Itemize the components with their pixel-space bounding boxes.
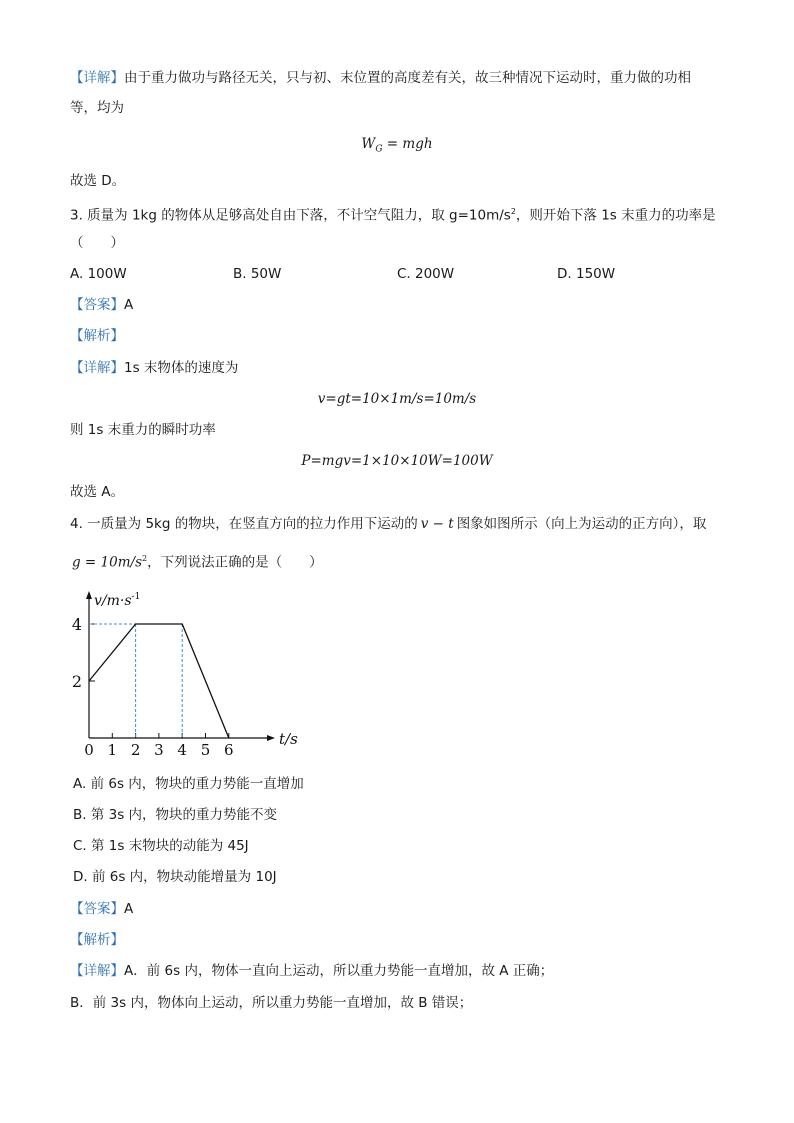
x-tick-label-3: 3	[154, 741, 164, 759]
detail-tag: 【详解】	[70, 70, 124, 86]
x-axis-label: t/s	[279, 730, 298, 748]
q4-analysis-tag: 【解析】	[70, 932, 124, 948]
prev-formula	[0, 134, 794, 160]
q3-stem-sup: 2	[510, 207, 516, 216]
q4-detail-line1	[70, 961, 553, 981]
prev-detail-line2: 等，均为	[70, 100, 124, 116]
q3-option-b: B. 50W	[233, 266, 282, 282]
answer-tag: 【答案】	[70, 901, 124, 917]
q4-stem-g: g = 10m/s	[72, 554, 142, 571]
prev-conclusion: 故选 D。	[70, 173, 126, 189]
prev-detail-text: 由于重力做功与路径无关，只与初、末位置的高度差有关，故三种情况下运动时，重力做的功相	[124, 70, 691, 86]
q3-stem-b: ，则开始下落 1s 末重力的功率是	[515, 207, 716, 224]
q4-stem-line1	[70, 514, 706, 534]
q3-answer	[70, 295, 133, 315]
x-tick-label-1: 1	[107, 741, 118, 759]
series-line-0	[89, 624, 229, 738]
y-axis-label	[94, 592, 140, 609]
x-tick-label-0: 0	[84, 741, 94, 759]
q4-stem-a: 4. 一质量为 5kg 的物块，在竖直方向的拉力作用下运动的	[70, 516, 418, 532]
answer-tag: 【答案】	[70, 297, 124, 313]
y-axis-arrow	[86, 591, 92, 599]
q3-detail-line1	[70, 358, 238, 378]
q3-stem-a: 3. 质量为 1kg 的物体从足够高处自由下落，不计空气阻力，取 g=10m/s	[70, 207, 511, 224]
q4-detail-a: A．前 6s 内，物体一直向上运动，所以重力势能一直增加，故 A 正确；	[124, 963, 554, 979]
prev-detail-line1	[70, 68, 691, 88]
x-tick-label-6: 6	[224, 741, 234, 759]
q4-answer-value: A	[124, 901, 134, 917]
q4-stem-vt: v − t	[420, 516, 454, 532]
q3-analysis-tag: 【解析】	[70, 328, 124, 344]
x-tick-label-2: 2	[130, 741, 141, 759]
q4-option-d: D. 前 6s 内，物块动能增量为 10J	[73, 869, 277, 885]
y-tick-label-4: 4	[71, 615, 83, 634]
x-tick-label-5: 5	[200, 741, 211, 759]
q3-detail-text: 1s 末物体的速度为	[124, 360, 239, 376]
formula-sub: G	[375, 144, 383, 155]
q3-stem-line2: （ ）	[70, 235, 124, 251]
y-tick-label-2: 2	[71, 672, 83, 691]
q4-stem-line2	[72, 549, 323, 573]
q4-answer	[70, 899, 133, 919]
detail-tag: 【详解】	[70, 963, 124, 979]
q3-option-c: C. 200W	[397, 266, 455, 282]
x-tick-label-4: 4	[177, 741, 187, 759]
q4-option-c: C. 第 1s 末物块的动能为 45J	[73, 838, 249, 854]
q3-answer-value: A	[124, 297, 134, 313]
q4-stem-g-sup: 2	[142, 554, 148, 563]
q3-conclusion: 故选 A。	[70, 484, 125, 500]
vt-chart	[70, 588, 310, 760]
q3-stem-line1	[70, 202, 716, 226]
q3-equation-2: P=mgv=1×10×10W=100W	[301, 453, 493, 469]
detail-tag: 【详解】	[70, 360, 124, 376]
q4-stem-b: 图象如图所示（向上为运动的正方向），取	[456, 516, 707, 532]
x-axis-arrow	[267, 735, 275, 741]
q4-option-a: A. 前 6s 内，物块的重力势能一直增加	[73, 776, 304, 792]
formula-rest: = mgh	[382, 136, 433, 152]
q3-option-a: A. 100W	[70, 266, 127, 282]
q3-option-d: D. 150W	[557, 266, 616, 282]
q4-option-b: B. 第 3s 内，物块的重力势能不变	[73, 807, 278, 823]
q3-detail-line2: 则 1s 末重力的瞬时功率	[70, 422, 216, 438]
q4-detail-line2: B．前 3s 内，物体向上运动，所以重力势能一直增加，故 B 错误；	[70, 995, 473, 1011]
q3-equation-1: v=gt=10×1m/s=10m/s	[317, 391, 477, 407]
q4-stem-b2: ，下列说法正确的是（ ）	[147, 554, 323, 571]
y-axis-label-sup: -1	[131, 592, 141, 602]
formula-w: W	[361, 136, 376, 152]
y-axis-label-main: v/m·s	[94, 593, 132, 609]
